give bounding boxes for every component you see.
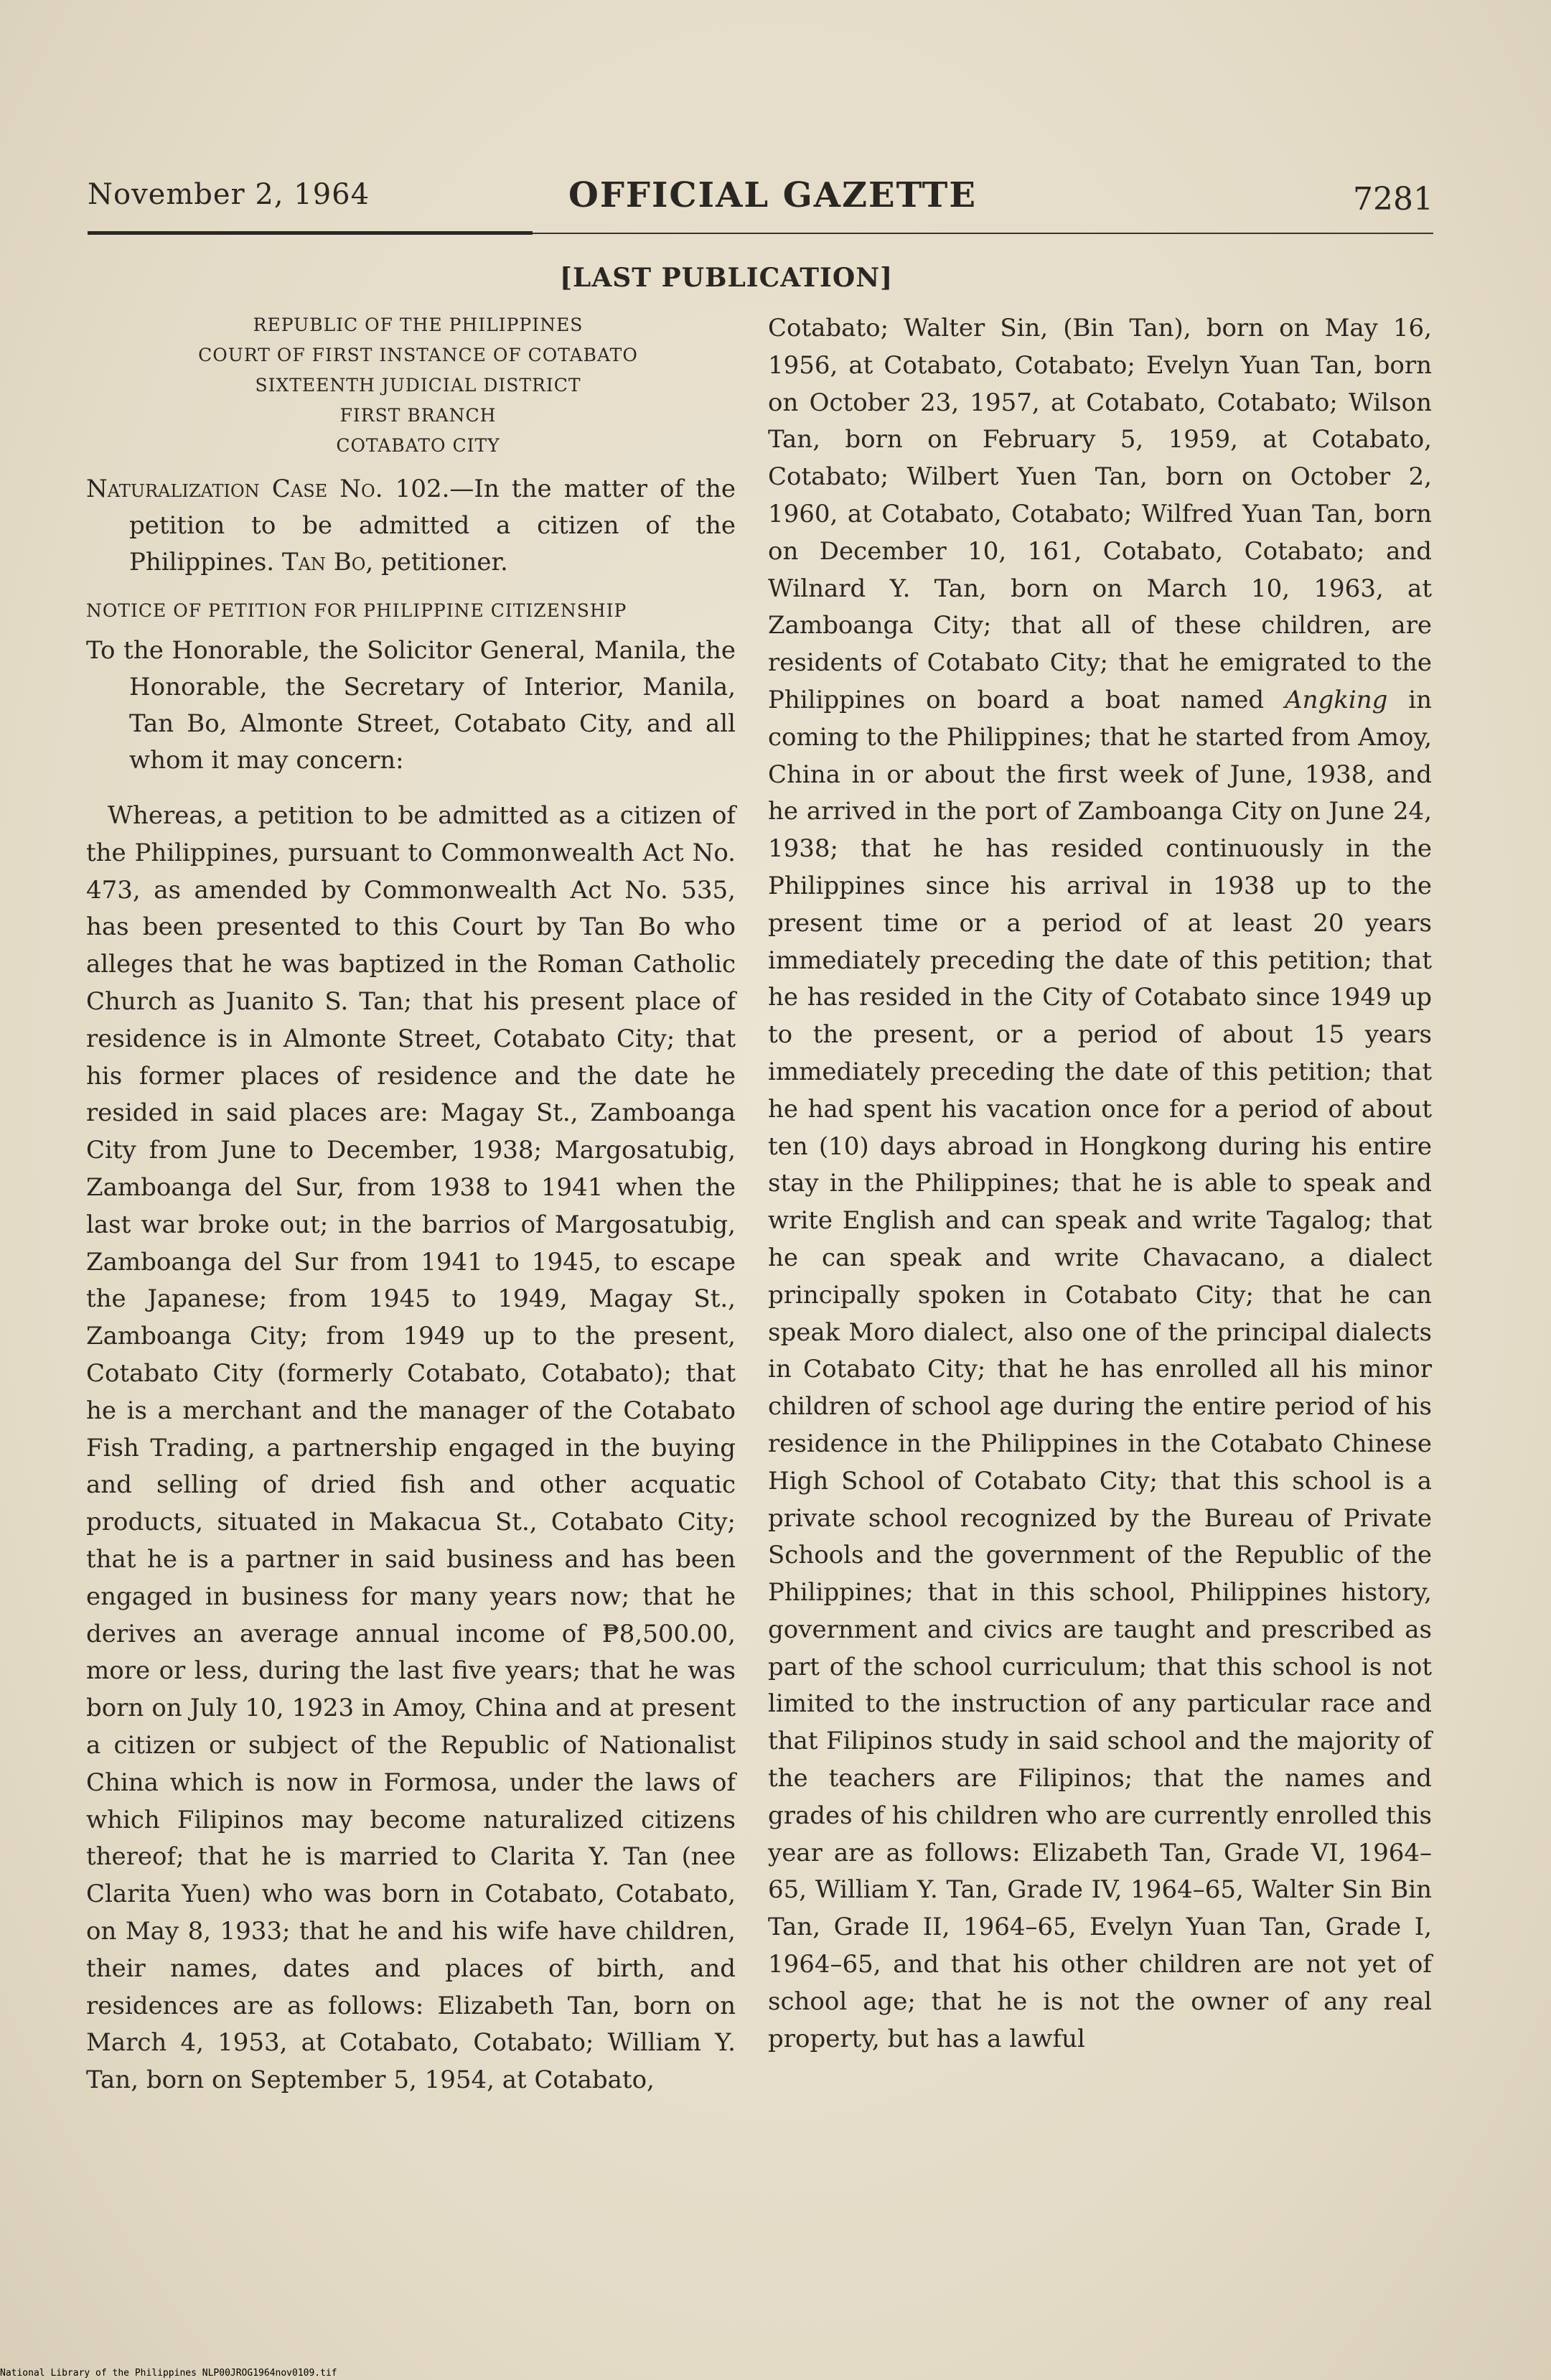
court-line: SIXTEENTH JUDICIAL DISTRICT: [255, 375, 581, 396]
case-heading: [86, 471, 736, 581]
court-line: COTABATO CITY: [336, 435, 500, 456]
header-page-number: 7281: [1353, 181, 1433, 218]
court-line: FIRST BRANCH: [339, 405, 497, 426]
court-line: REPUBLIC OF THE PHILIPPINES: [253, 314, 584, 335]
scan-footer: National Library of the Philippines NLP00JROG1964nov0109.tif: [0, 2368, 337, 2379]
petition-text: Cotabato; Walter Sin, (Bin Tan), born on May 16, 1956, at Cotabato, Cotabato; Evelyn Yuan Tan, born on October 23, 1957, at Cotabato, Cotabato; Wilson Tan, born on February 5, 1959, at Cotabato, Cotabato; Wilbert Yuen Tan, born on October 2, 1960, at Cotabato, Cotabato; Wilfred Yuan Tan, born on December 10, 161, Cotabato, Cotabato; and Wilnard Y. Tan, born on March 10, 1963, at Zamboanga City; that all of these children, are residents of Cotabato City; that he emigrated to the Philippines on board a boat named: [768, 314, 1432, 714]
court-heading: [100, 310, 736, 461]
case-text: —In the matter of the petition to be admitted a citizen of the Philippines.: [129, 475, 736, 577]
section-tag: [LAST PUBLICATION]: [560, 263, 894, 293]
left-column: [86, 310, 736, 2099]
case-label: Naturalization Case No. 102.: [86, 475, 450, 503]
case-petitioner: Tan Bo: [281, 548, 366, 577]
header-date: November 2, 1964: [88, 178, 370, 211]
header-rule-thin: [533, 233, 1433, 234]
petition-body-left: Whereas, a petition to be admitted as a citizen of the Philippines, pursuant to Commonwealth Act No. 473, as amended by Commonwealth Act No. 535, has been presented to this Court by Tan Bo who alleges that he was baptized in the Roman Catholic Church as Juanito S. Tan; that his present place of residence is in Almonte Street, Cotabato City; that his former places of residence and the date he resided in said places are: Magay St., Zamboanga City from June to December, 1938; Margosatubig, Zamboanga del Sur, from 1938 to 1941 when the last war broke out; in the barrios of Margosatubig, Zamboanga del Sur from 1941 to 1945, to escape the Japanese; from 1945 to 1949, Magay St., Zamboanga City; from 1949 up to the present, Cotabato City (formerly Cotabato, Cotabato); that he is a merchant and the manager of the Cotabato Fish Trading, a partnership engaged in the buying and selling of dried fish and other acquatic products, situated in Makacua St., Cotabato City; that he is a partner in said business and has been engaged in business for many years now; that he derives an average annual income of ₱8,500.00, more or less, during the last five years; that he was born on July 10, 1923 in Amoy, China and at present a citizen or subject of the Republic of Nationalist China which is now in Formosa, under the laws of which Filipinos may become naturalized citizens thereof; that he is married to Clarita Y. Tan (nee Clarita Yuen) who was born in Cotabato, Cotabato, on May 8, 1933; that he and his wife have children, their names, dates and places of birth, and residences are as follows: Elizabeth Tan, born on March 4, 1953, at Cotabato, Cotabato; William Y. Tan, born on September 5, 1954, at Cotabato,: [86, 801, 736, 2095]
addressees: To the Honorable, the Solicitor General, Manila, the Honorable, the Secretary of Interior, Manila, Tan Bo, Almonte Street, Cotabato City, and all whom it may concern:: [86, 636, 736, 775]
petition-text: in coming to the Philippines; that he started from Amoy, China in or about the first week of June, 1938, and he arrived in the port of Zamboanga City on June 24, 1938; that he has resided continuously in the Philippines since his arrival in 1938 up to the present time or a period of at least 20 years immediately preceding the date of this petition; that he has resided in the City of Cotabato since 1949 up to the present, or a period of about 15 years immediately preceding the date of this petition; that he had spent his vacation once for a period of about ten (10) days abroad in Hongkong during his entire stay in the Philippines; that he is able to speak and write English and can speak and write Tagalog; that he can speak and write Chavacano, a dialect principally spoken in Cotabato City; that he can speak Moro dialect, also one of the principal dialects in Cotabato City; that he has enrolled all his minor children of school age during the entire period of his residence in the Philippines in the Cotabato Chinese High School of Cotabato City; that this school is a private school recognized by the Bureau of Private Schools and the government of the Republic of the Philippines; that in this school, Philippines history, government and civics are taught and prescribed as part of the school curriculum; that this school is not limited to the instruction of any particular race and that Filipinos study in said school and the majority of the teachers are Filipinos; that the names and grades of his children who are currently enrolled this year are as follows: Elizabeth Tan, Grade VI, 1964–65, William Y. Tan, Grade IV, 1964–65, Walter Sin Bin Tan, Grade II, 1964–65, Evelyn Yuan Tan, Grade I, 1964–65, and that his other children are not yet of school age; that he is not the owner of any real property, but has a lawful: [768, 685, 1432, 2053]
ship-name: Angking: [1285, 685, 1388, 714]
case-petitioner-suffix: , petitioner.: [365, 548, 508, 577]
page-header: [88, 175, 1433, 221]
right-column: [768, 310, 1432, 2058]
header-publication-title: OFFICIAL GAZETTE: [568, 175, 977, 215]
petition-body-right: [768, 310, 1432, 2058]
header-rule-thick: [88, 231, 533, 235]
court-line: COURT OF FIRST INSTANCE OF COTABATO: [198, 345, 638, 365]
notice-title: NOTICE OF PETITION FOR PHILIPPINE CITIZENSHIP: [86, 600, 627, 621]
